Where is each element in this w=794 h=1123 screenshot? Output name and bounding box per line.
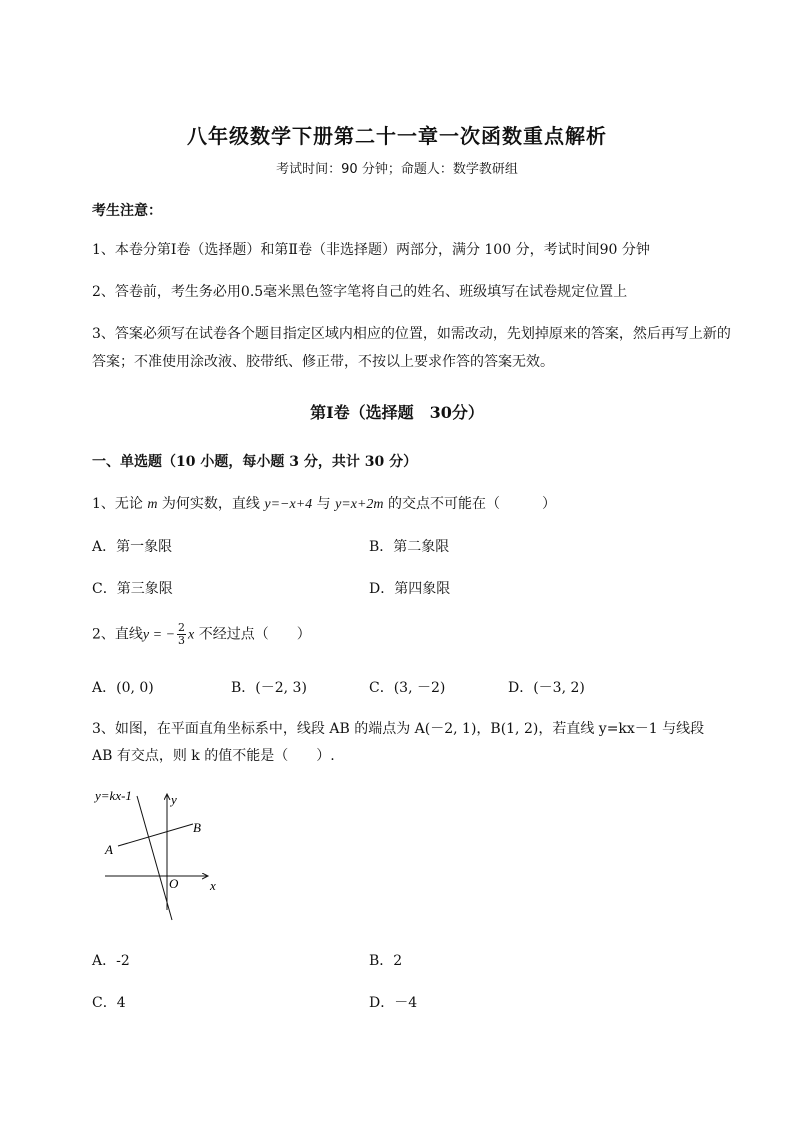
q3-option-d[interactable]: D．－4 [369,995,418,1011]
section-title: 第Ⅰ卷（选择题 30分） [310,403,484,422]
q1-var-m: m [147,497,158,512]
question-3-line-1: 3、如图，在平面直角坐标系中，线段 AB 的端点为 A(－2, 1)，B(1, 2)，若直线 y=kx－1 与线段 [92,721,705,737]
q1-text-mid2: 与 [312,496,336,512]
point-a-label: A [105,842,113,857]
page-title: 八年级数学下册第二十一章一次函数重点解析 [187,124,607,148]
q1-line-2: y=x+2m [335,497,384,512]
q1-option-b[interactable]: B．第二象限 [369,539,450,555]
notice-item-2: 2、答卷前，考生务必用0.5毫米黑色签字笔将自己的姓名、班级填写在试卷规定位置上 [92,284,628,300]
point-b-label: B [193,820,201,835]
q1-text-post: 的交点不可能在（ ） [383,496,556,512]
q3-option-a[interactable]: A．-2 [92,953,130,969]
q2-text-pre: 2、直线 [92,626,143,643]
q2-option-b[interactable]: B．(－2, 3) [231,680,307,696]
y-axis-label: y [171,792,177,807]
q2-option-c[interactable]: C．(3, －2) [369,680,446,696]
origin-label: O [169,876,179,891]
q1-text-pre: 1、无论 [92,496,148,512]
q2-eq-lhs: y = − [142,627,176,643]
q1-option-d[interactable]: D．第四象限 [369,581,451,597]
q3-figure [90,780,240,930]
question-2 [92,622,311,647]
q2-frac-den: 3 [178,634,186,647]
x-axis-label: x [210,878,216,893]
notice-item-1: 1、本卷分第Ⅰ卷（选择题）和第Ⅱ卷（非选择题）两部分，满分 100 分，考试时间90 分钟 [92,242,650,258]
q2-option-d[interactable]: D．(－3, 2) [508,680,585,696]
notice-item-3: 3、答案必须写在试卷各个题目指定区域内相应的位置，如需改动，先划掉原来的答案，然后再写上新的答案；不准使用涂改液、胶带纸、修正带，不按以上要求作答的答案无效。 [92,326,731,370]
q2-option-a[interactable]: A．(0, 0) [92,680,154,696]
q3-option-c[interactable]: C．4 [92,995,126,1011]
line-label: y=kx-1 [95,788,132,803]
exam-info: 考试时间：90 分钟；命题人：数学教研组 [276,162,518,177]
segment-ab [118,824,193,846]
q1-text-mid1: 为何实数，直线 [157,496,265,512]
question-3-line-2: AB 有交点，则 k 的值不能是（ ）. [92,748,335,764]
q3-option-b[interactable]: B．2 [369,953,403,969]
notice-heading: 考生注意： [92,203,162,219]
q2-fraction [177,622,186,647]
q2-frac-num: 2 [178,621,186,634]
q2-text-post: 不经过点（ ） [194,626,311,643]
q1-option-a[interactable]: A．第一象限 [92,539,173,555]
part-heading: 一、单选题（10 小题，每小题 3 分，共计 30 分） [92,454,418,470]
q1-line-1: y=−x+4 [264,497,313,512]
q2-var-x: x [188,627,195,643]
q1-option-c[interactable]: C．第三象限 [92,581,173,597]
question-1 [92,493,556,513]
